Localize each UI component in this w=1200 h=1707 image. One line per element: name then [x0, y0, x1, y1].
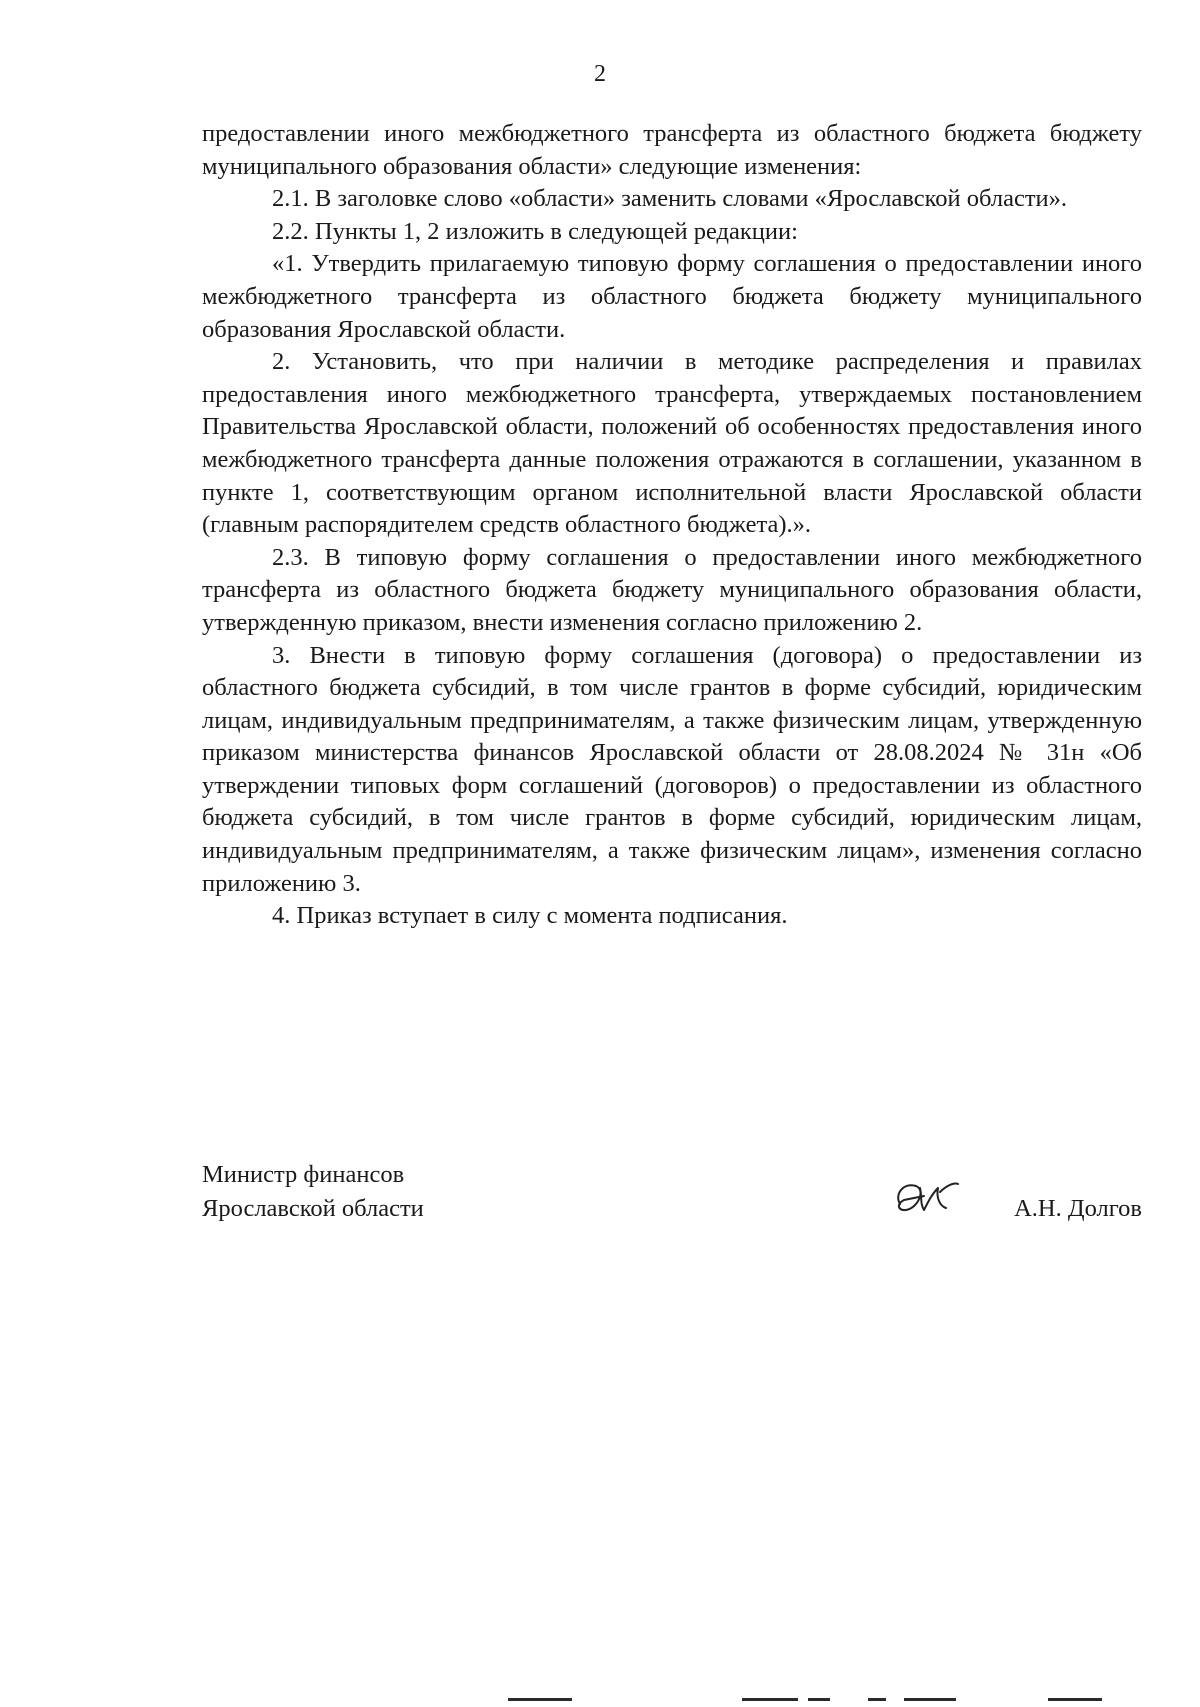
- scan-edge-mark: [904, 1698, 956, 1701]
- paragraph-quoted-2: 2. Установить, что при наличии в методике распределения и правилах предоставления иного межбюджетного трансферта, утверждаемых постановлением Правительства Ярославской области, положений об особенностях предоставления иного межбюджетного трансферта данные положения отражаются в соглашении, указанном в пункте 1, соответствующим органом исполнительной власти Ярославской области (главным распорядителем средств областного бюджета).».: [202, 348, 1142, 539]
- signer-title-line-2: Ярославской области: [202, 1195, 424, 1222]
- paragraph-3: 3. Внести в типовую форму соглашения (договора) о предоставлении из областного бюджета субсидий, в том числе грантов в форме субсидий, юридическим лицам, индивидуальным предпринимателям, а также физическим лицам, утвержденную приказом министерства финансов Ярославской области от 28.08.2024 № 31н «Об утверждении типовых форм соглашений (договоров) о предоставлении из областного бюджета субсидий, в том числе грантов в форме субсидий, юридическим лицам, индивидуальным предпринимателям, а также физическим лицам», изменения согласно приложению 3.: [202, 641, 1142, 897]
- signature-block: [202, 1158, 1142, 1238]
- scan-edge-mark: [742, 1698, 798, 1701]
- paragraph-2-1: 2.1. В заголовке слово «области» заменить словами «Ярославской области».: [272, 185, 1068, 213]
- signer-title-line-1: Министр финансов: [202, 1161, 405, 1188]
- scan-edge-mark: [868, 1698, 886, 1701]
- signer-name: А.Н. Долгов: [1014, 1195, 1142, 1222]
- scan-edge-mark: [808, 1698, 830, 1701]
- document-body: [202, 118, 1142, 933]
- paragraph-quoted-1: «1. Утвердить прилагаемую типовую форму соглашения о предоставлении иного межбюджетного трансферта из областного бюджета бюджету муниципального образования Ярославской области.: [202, 250, 1142, 343]
- paragraph-continuation: предоставлении иного межбюджетного трансферта из областного бюджета бюджету муниципального образования области» следующие изменения:: [202, 120, 1142, 180]
- page-number: 2: [594, 61, 606, 87]
- paragraph-2-3: 2.3. В типовую форму соглашения о предоставлении иного межбюджетного трансферта из областного бюджета бюджету муниципального образования области, утвержденную приказом, внести изменения согласно приложению 2.: [202, 543, 1142, 636]
- scan-edge-mark: [508, 1698, 572, 1701]
- paragraph-4: 4. Приказ вступает в силу с момента подписания.: [272, 902, 788, 930]
- handwritten-signature-icon: [890, 1174, 962, 1220]
- scan-edge-mark: [1048, 1698, 1102, 1701]
- paragraph-2-2: 2.2. Пункты 1, 2 изложить в следующей редакции:: [272, 217, 798, 245]
- signer-title: [202, 1158, 424, 1226]
